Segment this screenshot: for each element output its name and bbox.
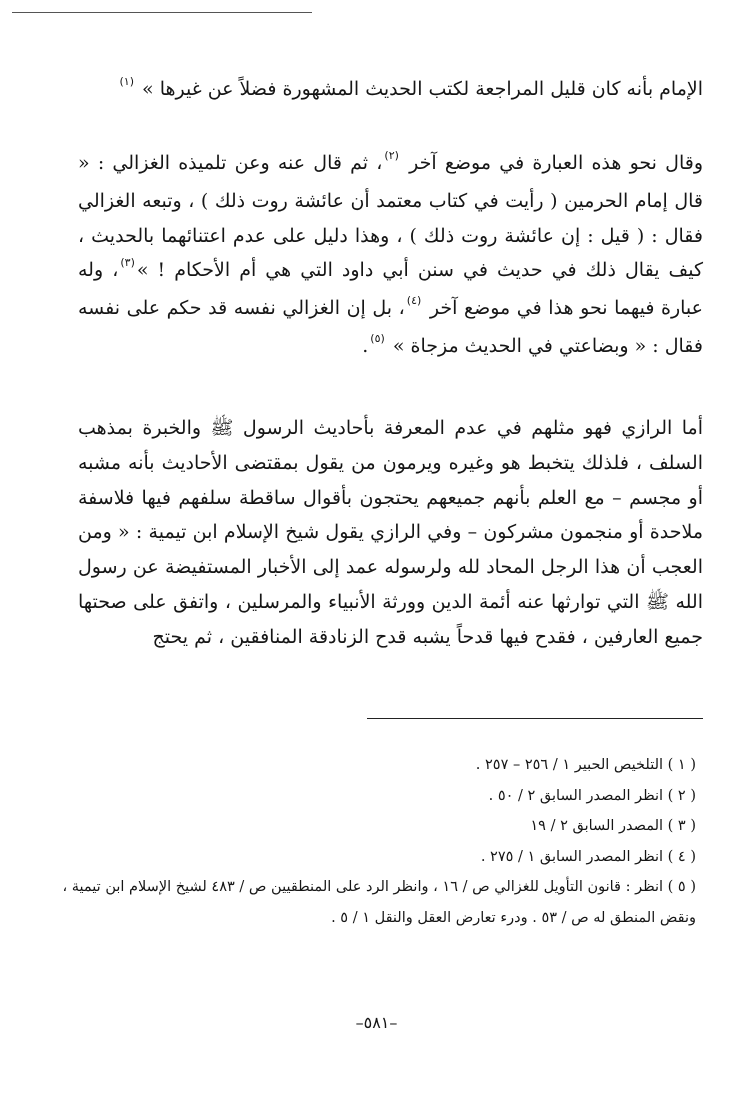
- footnote-3: ( ٣ ) المصدر السابق ٢ / ١٩: [530, 818, 696, 834]
- footnote-ref: (١): [119, 75, 135, 88]
- footnotes: [60, 750, 696, 933]
- paragraph-text: ، وله عبارة فيهما نحو هذا في موضع آخر: [78, 259, 703, 320]
- header-rule: [12, 12, 312, 13]
- footnote-1: ( ١ ) التلخيص الحبير ١ / ٢٥٦ – ٢٥٧ .: [475, 757, 696, 773]
- footnote-ref: (٢): [384, 149, 399, 162]
- paragraph-text: .: [362, 334, 369, 357]
- paragraph-text: ، بل إن الغزالي نفسه قد حكم على نفسه فقال : « وبضاعتي في الحديث مزجاة »: [78, 297, 703, 357]
- paragraph-text: أما الرازي فهو مثلهم في عدم المعرفة بأحاديث الرسول ﷺ والخبرة بمذهب السلف ، فلذلك يتخبط هو وغيره ويرمون من يقول بمقتضى الأحاديث بأنه مشبه أو مجسم – مع العلم بأنهم جميعهم يحتجون بأقوال ساقطة سلفهم فيها فلاسفة ملاحدة أو منجمون مشركون – وفي الرازي يقول شيخ الإسلام ابن تيمية : « ومن العجب أن هذا الرجل المحاد لله ولرسوله عمد إلى الأخبار المستفيضة عن رسول الله ﷺ التي توارثها عنه أئمة الدين وورثة الأنبياء والمرسلين ، واتفق على صحتها جميع العارفين ، فقدح فيها قدحاً يشبه قدح الزنادقة المنافقين ، ثم يحتج: [78, 417, 703, 648]
- footnote-ref: (٣): [120, 256, 135, 270]
- page-number: –٥٨١–: [355, 1013, 398, 1032]
- paragraph-text: وقال نحو هذه العبارة في موضع آخر: [400, 152, 703, 174]
- footnote-4: ( ٤ ) انظر المصدر السابق ١ / ٢٧٥ .: [480, 848, 696, 865]
- paragraph-ghazali: [78, 146, 703, 367]
- footnote-ref: (٤): [406, 294, 422, 308]
- footnote-ref: (٥): [370, 331, 385, 345]
- paragraph-intro: [78, 72, 703, 110]
- footnote-5: ( ٥ ) انظر : قانون التأويل للغزالي ص / ١٦ ، وانظر الرد على المنطقيين ص / ٤٨٣ لشيخ الإسلام ابن تيمية ، ونقض المنطق له ص / ٥٣ . ودرء تعارض العقل والنقل ١ / ٥ .: [62, 879, 696, 926]
- footnote-2: ( ٢ ) انظر المصدر السابق ٢ / ٥٠ .: [488, 787, 696, 804]
- paragraph-text: الإمام بأنه كان قليل المراجعة لكتب الحديث المشهورة فضلاً عن غيرها »: [136, 78, 703, 100]
- footnote-separator: [367, 718, 703, 719]
- paragraph-razi: [78, 411, 703, 655]
- paragraph-text: ، ثم قال عنه وعن تلميذه الغزالي : « قال إمام الحرمين ( رأيت في كتاب معتمد أن عائشة روت ذلك ) ، وتبعه الغزالي فقال : ( قيل : إن عائشة روت ذلك ) ، وهذا دليل على عدم اعتنائهما بالحديث ، كيف يقال ذلك في حديث في سنن أبي داود التي هي أم الأحكام ! »: [78, 152, 703, 282]
